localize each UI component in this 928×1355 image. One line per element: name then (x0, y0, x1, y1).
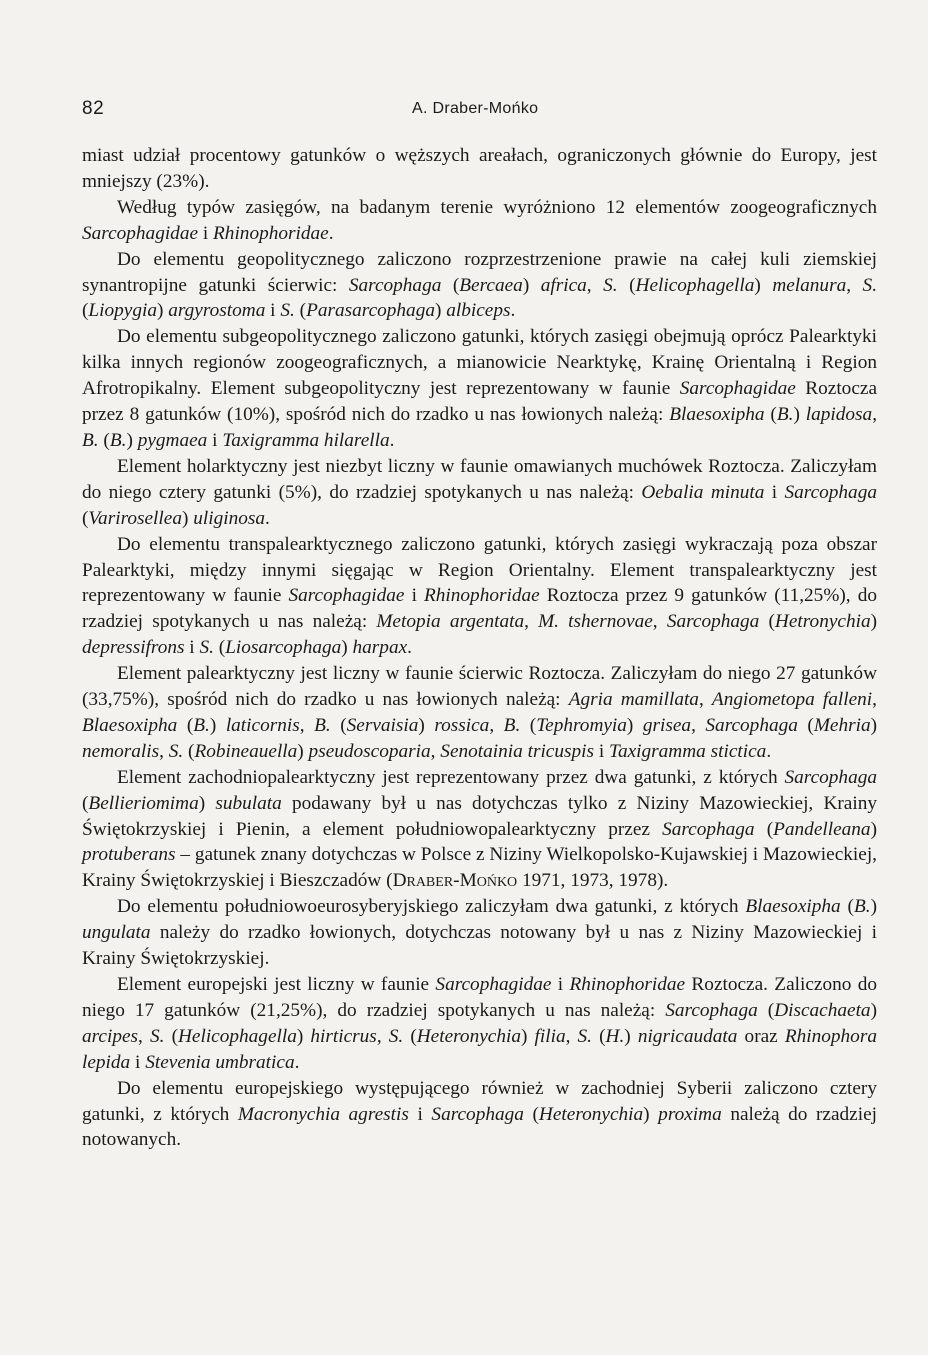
italic-taxon: Sarcophagidae (82, 222, 199, 244)
italic-taxon: albiceps (446, 300, 511, 322)
italic-taxon: Agria mamillata (568, 689, 699, 711)
italic-taxon: Blaesoxipha (669, 404, 765, 426)
italic-taxon: Mehria (813, 714, 871, 736)
text-run: Do elementu europejskiego występującego również w zachodniej Syberii zaliczono cztery gatunki, z których (82, 1077, 877, 1125)
italic-taxon: S. (862, 274, 878, 296)
italic-taxon: Helicophagella (635, 274, 755, 296)
italic-taxon: S. (388, 1025, 404, 1047)
text-run: ) (341, 637, 353, 659)
italic-taxon: pseudoscoparia (308, 740, 431, 762)
italic-taxon: Helicophagella (177, 1025, 297, 1047)
italic-taxon: B. (82, 429, 99, 451)
italic-taxon: Servaisia (346, 714, 419, 736)
paragraph (82, 765, 877, 895)
italic-taxon: Senotainia tricuspis (440, 740, 595, 762)
text-run: ( (164, 1025, 178, 1047)
italic-taxon: Rhinophoridae (569, 974, 686, 995)
italic-taxon: S. (168, 740, 184, 762)
text-run: , (138, 1025, 150, 1047)
italic-taxon: Rhinophoridae (424, 585, 540, 607)
italic-taxon: B. (193, 714, 210, 736)
text-run: Roztocza. Zaliczono do niego 17 gatunków (21,25%), do rzadziej spotykanych u nas należą: (82, 974, 877, 1021)
text-run: ( (797, 714, 814, 736)
italic-taxon: Sarcophaga (784, 481, 877, 503)
italic-taxon: H. (605, 1025, 625, 1047)
italic-taxon: Rhinophoridae (213, 222, 329, 244)
italic-taxon: Liopygia (88, 300, 157, 322)
text-run: , (489, 714, 504, 736)
text-run: miast udział procentowy gatunków o węższych areałach, ograniczonych głównie do Europy, jest mniejszy (23%). (82, 145, 877, 192)
text-run: Do elementu geopolitycznego zaliczono rozprzestrzenione prawie na całej kuli ziemskiej synantropijne gatunki ścierwic: (82, 248, 877, 296)
italic-taxon: Macronychia agrestis (237, 1103, 409, 1125)
text-run: , (872, 689, 877, 711)
italic-taxon: argyrostoma (168, 300, 266, 322)
text-run: ( (82, 300, 89, 322)
italic-taxon: rossica (434, 714, 490, 736)
text-run: ( (330, 714, 347, 736)
text-run: i (551, 974, 570, 995)
paragraph (82, 247, 877, 325)
italic-taxon: protuberans (82, 844, 176, 866)
text-run: , (586, 274, 604, 296)
italic-taxon: Blaesoxipha (82, 714, 178, 736)
italic-taxon: uliginosa (193, 507, 265, 529)
text-run: ( (183, 740, 195, 762)
text-run: ) (520, 1025, 535, 1047)
paragraph (82, 972, 877, 1076)
text-run: ) (870, 896, 877, 918)
text-run: ( (82, 507, 89, 529)
italic-taxon: Sarcophagidae (288, 585, 405, 607)
text-run: podawany był u nas dotychczas tylko z Niziny Mazowieckiej, Krainy Świętokrzyskiej i Pienin, a element południowopalearktyczny przez (82, 792, 877, 840)
italic-taxon: Sarcophaga (705, 714, 798, 736)
text-run: ( (82, 792, 89, 814)
text-run: ) (296, 1025, 311, 1047)
text-run: Według typów zasięgów, na badanym terenie wyróżniono 12 elementów zoogeograficznych (117, 196, 877, 218)
italic-taxon: S. (199, 637, 214, 659)
text-run: ) (870, 611, 878, 633)
italic-taxon: ungulata (82, 922, 151, 944)
italic-taxon: S. (577, 1025, 592, 1047)
text-run: , (430, 740, 441, 762)
text-run: Element zachodniopalearktyczny jest reprezentowany przez dwa gatunki, z których (117, 766, 785, 788)
italic-taxon: Sarcophaga (348, 274, 442, 296)
text-run: ) (181, 507, 194, 529)
text-run: ) (156, 300, 169, 322)
italic-taxon: Bellieriomima (88, 792, 199, 814)
text-run: i (408, 1103, 432, 1125)
italic-taxon: arcipes (82, 1025, 139, 1047)
italic-taxon: nemoralis (82, 740, 160, 762)
text-run: , (524, 611, 539, 633)
text-run: ( (754, 818, 774, 840)
text-run: , (376, 1025, 389, 1047)
text-run: , (846, 274, 863, 296)
text-run: ) (870, 714, 878, 736)
text-run: . (389, 429, 395, 451)
italic-taxon: pygmaea (137, 429, 208, 451)
text-run: Do elementu południowoeurosyberyjskiego zaliczyłam dwa gatunki, z których (117, 896, 746, 918)
text-run: ) (626, 714, 643, 736)
paragraph (82, 1076, 877, 1154)
text-run: Roztocza przez 8 gatunków (10%), spośród nich do rzadko u nas łowionych należą: (82, 378, 877, 426)
text-run: i (404, 585, 424, 607)
italic-taxon: Heteronychia (538, 1103, 644, 1125)
italic-taxon: filia (534, 1025, 566, 1047)
italic-taxon: melanura (772, 274, 847, 296)
text-run: i (198, 222, 214, 244)
italic-taxon: depressifrons (82, 637, 185, 659)
page-number: 82 (82, 98, 105, 119)
text-run: ( (403, 1025, 417, 1047)
italic-taxon: harpax (352, 637, 408, 659)
text-run: Do elementu subgeopolitycznego zaliczono gatunki, których zasięgi obejmują oprócz Palearktyki kilka innych regionów zoogeograficznych, a mianowicie Nearktykę, Krainę Orientalną i Region Afrotropikalny. Element subgeopolityczny jest reprezentowany w faunie (82, 326, 877, 400)
italic-taxon: Sarcophaga (784, 766, 877, 788)
text-run: ( (757, 999, 775, 1021)
text-run: należą do rzadziej notowanych. (82, 1103, 878, 1151)
text-run: ) (870, 999, 877, 1021)
italic-taxon: Sarcophaga (431, 1103, 524, 1125)
italic-taxon: nigricaudata (637, 1025, 738, 1047)
text-run: ) (418, 714, 435, 736)
text-run: ( (177, 714, 194, 736)
text-run: ) (793, 404, 806, 426)
text-run: . (265, 507, 270, 529)
text-run: ( (764, 404, 777, 426)
text-run: i (207, 429, 223, 451)
italic-taxon: Discachaeta (774, 999, 871, 1021)
italic-taxon: Tephromyia (536, 714, 627, 736)
italic-taxon: Bercaea (459, 274, 523, 296)
text-run: ( (840, 896, 854, 918)
text-run: . (294, 1051, 300, 1073)
italic-taxon: Taxigramma stictica (609, 740, 767, 762)
text-run: , (652, 611, 667, 633)
page-header (82, 98, 877, 128)
italic-taxon: M. tshernovae (538, 611, 653, 633)
italic-taxon: Hetronychia (774, 611, 871, 633)
italic-taxon: B. (109, 429, 127, 451)
text-run: ) (522, 274, 541, 296)
text-run: Do elementu transpalearktycznego zaliczono gatunki, których zasięgi wykraczają poza obszar Palearktyki, między innymi sięgając w Region Orientalny. Element transpalearktyczny jest reprezentowany w faunie (82, 533, 877, 607)
text-run: ) (643, 1103, 659, 1125)
paragraph (82, 532, 877, 662)
text-run: ( (294, 300, 307, 322)
italic-taxon: Liosarcophaga (225, 637, 342, 659)
text-run: oraz (737, 1025, 785, 1047)
italic-taxon: grisea (642, 714, 692, 736)
text-run: Element palearktyczny jest liczny w faunie ścierwic Roztocza. Zaliczyłam do niego 27 gatunków (33,75%), spośród nich do rzadko u nas łowionych należą: (82, 663, 877, 711)
text-run: należy do rzadko łowionych, dotychczas notowany był u nas z Niziny Mazowieckiej i Krainy Świętokrzyskiej. (82, 922, 877, 970)
text-run: , (565, 1025, 578, 1047)
text-run: – gatunek znany dotychczas w Polsce z Niziny Wielkopolsko-Kujawskiej i Mazowieckiej, Krainy Świętokrzyskiej i Bieszczadów ( (82, 844, 877, 892)
italic-taxon: subulata (215, 792, 282, 814)
text-run: i (594, 740, 610, 762)
text-run: ) (209, 714, 226, 736)
italic-taxon: Angiometopa falleni (711, 689, 873, 711)
text-run: ( (441, 274, 460, 296)
text-run: ( (617, 274, 636, 296)
italic-taxon: S. (149, 1025, 165, 1047)
italic-taxon: B. (853, 896, 871, 918)
italic-taxon: Robineauella (194, 740, 298, 762)
italic-taxon: Heteronychia (416, 1025, 521, 1047)
italic-taxon: Parasarcophaga (306, 300, 435, 322)
italic-taxon: lapidosa (805, 404, 873, 426)
italic-taxon: Sarcophagidae (435, 974, 552, 995)
italic-taxon: Blaesoxipha (745, 896, 841, 918)
italic-taxon: Varirosellea (88, 507, 182, 529)
italic-taxon: africa (540, 274, 587, 296)
italic-taxon: Oebalia minuta (641, 481, 765, 503)
text-run: ) (297, 740, 309, 762)
text-run: Element europejski jest liczny w faunie (117, 974, 436, 995)
text-run: i (130, 1051, 146, 1073)
italic-taxon: B. (503, 714, 521, 736)
text-run: i (184, 637, 200, 659)
italic-taxon: B. (776, 404, 794, 426)
text-run: ( (523, 1103, 539, 1125)
text-run: ) (434, 300, 447, 322)
italic-taxon: Metopia argentata (376, 611, 525, 633)
paragraph (82, 195, 877, 247)
text-run: . (510, 300, 516, 322)
running-head: A. Draber-Mońko (412, 100, 539, 117)
italic-taxon: Sarcophaga (662, 818, 755, 840)
text-run: ) (624, 1025, 638, 1047)
italic-taxon: Sarcophaga (666, 611, 760, 633)
paragraph (82, 661, 877, 765)
text-run: , (691, 714, 706, 736)
text-run: ) (198, 792, 216, 814)
paragraph (82, 894, 877, 972)
italic-taxon: B. (314, 714, 331, 736)
italic-taxon: Rhinophora lepida (82, 1025, 877, 1073)
paragraph (82, 324, 877, 454)
italic-taxon: hirticrus (310, 1025, 377, 1047)
italic-taxon: proxima (658, 1103, 722, 1125)
author-citation: Draber-Mońko (392, 870, 518, 892)
italic-taxon: Taxigramma hilarella (222, 429, 390, 451)
text-run: Roztocza przez 9 gatunków (11,25%), do rzadziej spotykanych u nas należą: (82, 585, 877, 633)
paragraph (82, 454, 877, 532)
italic-taxon: Pandelleana (773, 818, 871, 840)
text-run: ( (98, 429, 110, 451)
text-run: , (698, 689, 712, 711)
text-run: ) (870, 818, 877, 840)
text-run: ) (754, 274, 773, 296)
body-text (82, 143, 877, 1153)
text-run: ( (213, 637, 226, 659)
text-run: i (764, 481, 785, 503)
text-run: . (766, 740, 772, 762)
italic-taxon: S. (280, 300, 295, 322)
italic-taxon: Sarcophaga (665, 999, 758, 1021)
text-run: , (299, 714, 315, 736)
italic-taxon: Sarcophagidae (679, 378, 796, 400)
text-run: , (159, 740, 169, 762)
text-run: i (265, 300, 281, 322)
text-run: ( (592, 1025, 606, 1047)
text-run: ) (126, 429, 138, 451)
text-run: ( (520, 714, 537, 736)
text-run: , (872, 404, 878, 426)
text-run: . (328, 222, 334, 244)
paragraph (82, 143, 877, 195)
italic-taxon: Stevenia umbratica (145, 1051, 295, 1073)
italic-taxon: laticornis (225, 714, 300, 736)
text-run: ( (759, 611, 775, 633)
text-run: Element holarktyczny jest niezbyt liczny w faunie omawianych muchówek Roztocza. Zaliczyłam do niego cztery gatunki (5%), do rzadziej spotykanych u nas należą: (82, 455, 877, 503)
italic-taxon: S. (603, 274, 618, 296)
text-run: . (407, 637, 412, 659)
text-run: 1971, 1973, 1978). (517, 870, 669, 892)
